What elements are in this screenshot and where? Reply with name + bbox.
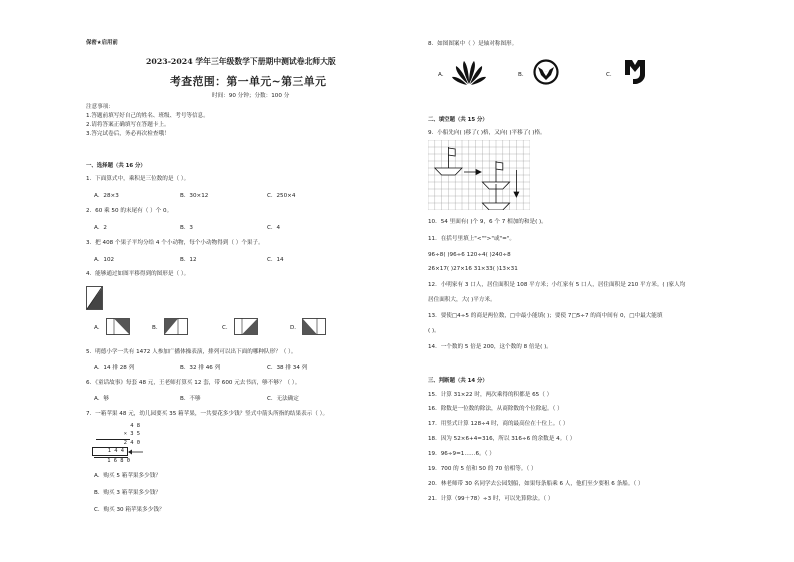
option-b[interactable]: B．3 [180,225,193,231]
question-stem: 居住面积大，大( )平方米。 [428,297,496,303]
option-b[interactable]: B．30×12 [180,193,209,199]
option-c[interactable]: C．4 [267,225,281,231]
question-stem: 14．一个数的 5 倍是 200，这个数的 8 倍是( )。 [428,344,552,350]
judge-item: 18．因为 52×6+4=316，所以 316÷6 的余数是 4。（ ） [428,436,576,442]
calc-line: 4 8 [130,423,140,429]
option-a-figure[interactable] [106,318,130,335]
option-a[interactable]: A．够 [94,396,110,402]
boat-translation-grid [428,140,530,210]
question-stem: 1．下面算式中，乘积是三位数的是（ ）。 [86,176,190,182]
question-stem: 5．明德小学一共有 1472 人参加广播体操表演，排列可以出下面的哪种队形？（ ）。 [86,349,297,355]
question-stem: 4．能够通过如图平移得到的图形是（ ）。 [86,271,190,277]
exam-subtitle: 考查范围：第一单元~第三单元 [170,75,327,88]
question-stem: 7．一箱苹果 48 元，幼儿园要买 35 箱苹果，一共要花多少钱？竖式中箭头所指的结果表示（ ）。 [86,411,329,417]
option-c[interactable]: C．250×4 [267,193,296,199]
calc-line: 1 4 4 [107,448,124,454]
option-c[interactable]: C．38 排 34 列 [267,365,308,371]
option-c[interactable]: C．14 [267,257,284,263]
judge-item: 17．用竖式计算 128÷4 时，商的最高位在十位上。（ ） [428,421,569,427]
option-a[interactable]: A．14 排 28 列 [94,365,135,371]
question-stem: 9．小船先向( )移了( )格，又向( )平移了( )格。 [428,130,546,136]
question-stem: 2．60 乘 50 的末尾有（ ）个 0。 [86,208,173,214]
option-a[interactable]: A．2 [94,225,107,231]
judge-item: 19．96÷9=1……6。（ ） [428,451,495,457]
option-a[interactable]: A．102 [94,257,115,263]
option-d-figure[interactable] [302,318,326,335]
secret-mark: 保密★启用前 [86,40,118,46]
question-stem: 8．如图图案中（ ）是轴对称图形。 [428,41,518,47]
option-b-figure[interactable] [164,318,188,335]
question-stem: 13．要使□4÷5 的商是两位数，□中最小能填( )；要使 7□5÷7 的商中间有 0，□中最大能填 [428,313,663,319]
question-stem: 12．小明家有 3 口人，居住面积是 108 平方米；小红家有 5 口人，居住面积是 210 平方米。( )家人均 [428,282,686,288]
option-a[interactable]: A． [94,325,104,331]
judge-item: 15．计算 31×22 时，两次乘得的积都是 65（ ） [428,392,553,398]
question-stem: ( )。 [428,328,440,334]
judge-item: 19．700 的 5 倍和 50 的 70 倍相等。（ ） [428,466,537,472]
question-stem: 6．《童话故事》每套 48 元，王老师打算买 12 套，带 600 元去书店，够不够？（ ）。 [86,380,301,386]
section-heading: 三、判断题（共 14 分） [428,378,488,384]
compare-row: 96÷8( )96÷6 120÷4( )240÷8 [428,252,511,258]
question-stem: 11．在括号里填上"<"">"或"="。 [428,236,515,242]
option-b[interactable]: B．购买 3 箱苹果多少钱？ [94,490,161,496]
flower-logo-icon[interactable] [452,60,486,86]
translation-shape-figure [86,286,103,310]
notice-item: 3.答完试卷后，务必再次检查哦！ [86,131,170,137]
option-c[interactable]: C．购买 30 箱苹果多少钱？ [94,507,165,513]
section-heading: 一、选择题（共 16 分） [86,163,146,169]
question-stem: 10．54 里面有( )个 9，6 个 7 相加的和是( )。 [428,219,547,225]
calc-line: 1 6 8 0 [107,458,130,464]
question-stem: 3．把 408 个果子平均分给 4 个小动物，每个小动物得到（ ）个果子。 [86,240,264,246]
option-a[interactable]: A．28×3 [94,193,119,199]
exam-title: 2023-2024 学年三年级数学下册期中测试卷北师大版 [146,57,336,66]
judge-item: 20．林老师带 30 名同学去公园划船，如果每条船乘 6 人，他们至少要租 6 条船。（ ） [428,481,644,487]
option-c-figure[interactable] [234,318,258,335]
option-b[interactable]: B． [152,325,162,331]
notice-item: 1.答题前填写好自己的姓名、班级、考号等信息。 [86,113,209,119]
calc-line: × 3 5 [123,431,140,437]
circle-emblem-icon[interactable] [533,59,559,85]
option-d[interactable]: D． [290,325,300,331]
option-c[interactable]: C．无法确定 [267,396,299,402]
option-b[interactable]: B．不够 [180,396,201,402]
option-b[interactable]: B．32 排 46 列 [180,365,221,371]
option-a[interactable]: A．购买 5 箱苹果多少钱？ [94,473,161,479]
section-heading: 二、填空题（共 15 分） [428,117,488,123]
judge-item: 16．除数是一位数的除法，从商除数的个位除起。（ ） [428,406,563,412]
option-c[interactable]: C． [222,325,232,331]
arrow-left-icon [128,449,144,455]
compare-row: 26×17( )27×16 31×33( )13×31 [428,266,518,272]
calc-line: 2 4 0 [123,440,140,446]
option-c[interactable]: C． [606,72,616,78]
option-b[interactable]: B．12 [180,257,197,263]
notice-heading: 注意事项： [86,104,114,110]
m-shield-logo-icon[interactable] [624,59,646,85]
exam-meta: 时间：90 分钟；分数：100 分 [212,93,290,99]
option-a[interactable]: A． [438,72,448,78]
notice-item: 2.请将答案正确填写在答题卡上。 [86,122,170,128]
option-b[interactable]: B． [518,72,528,78]
judge-item: 21．计算（99＋78）÷3 时，可以先算除法。（ ） [428,496,554,502]
